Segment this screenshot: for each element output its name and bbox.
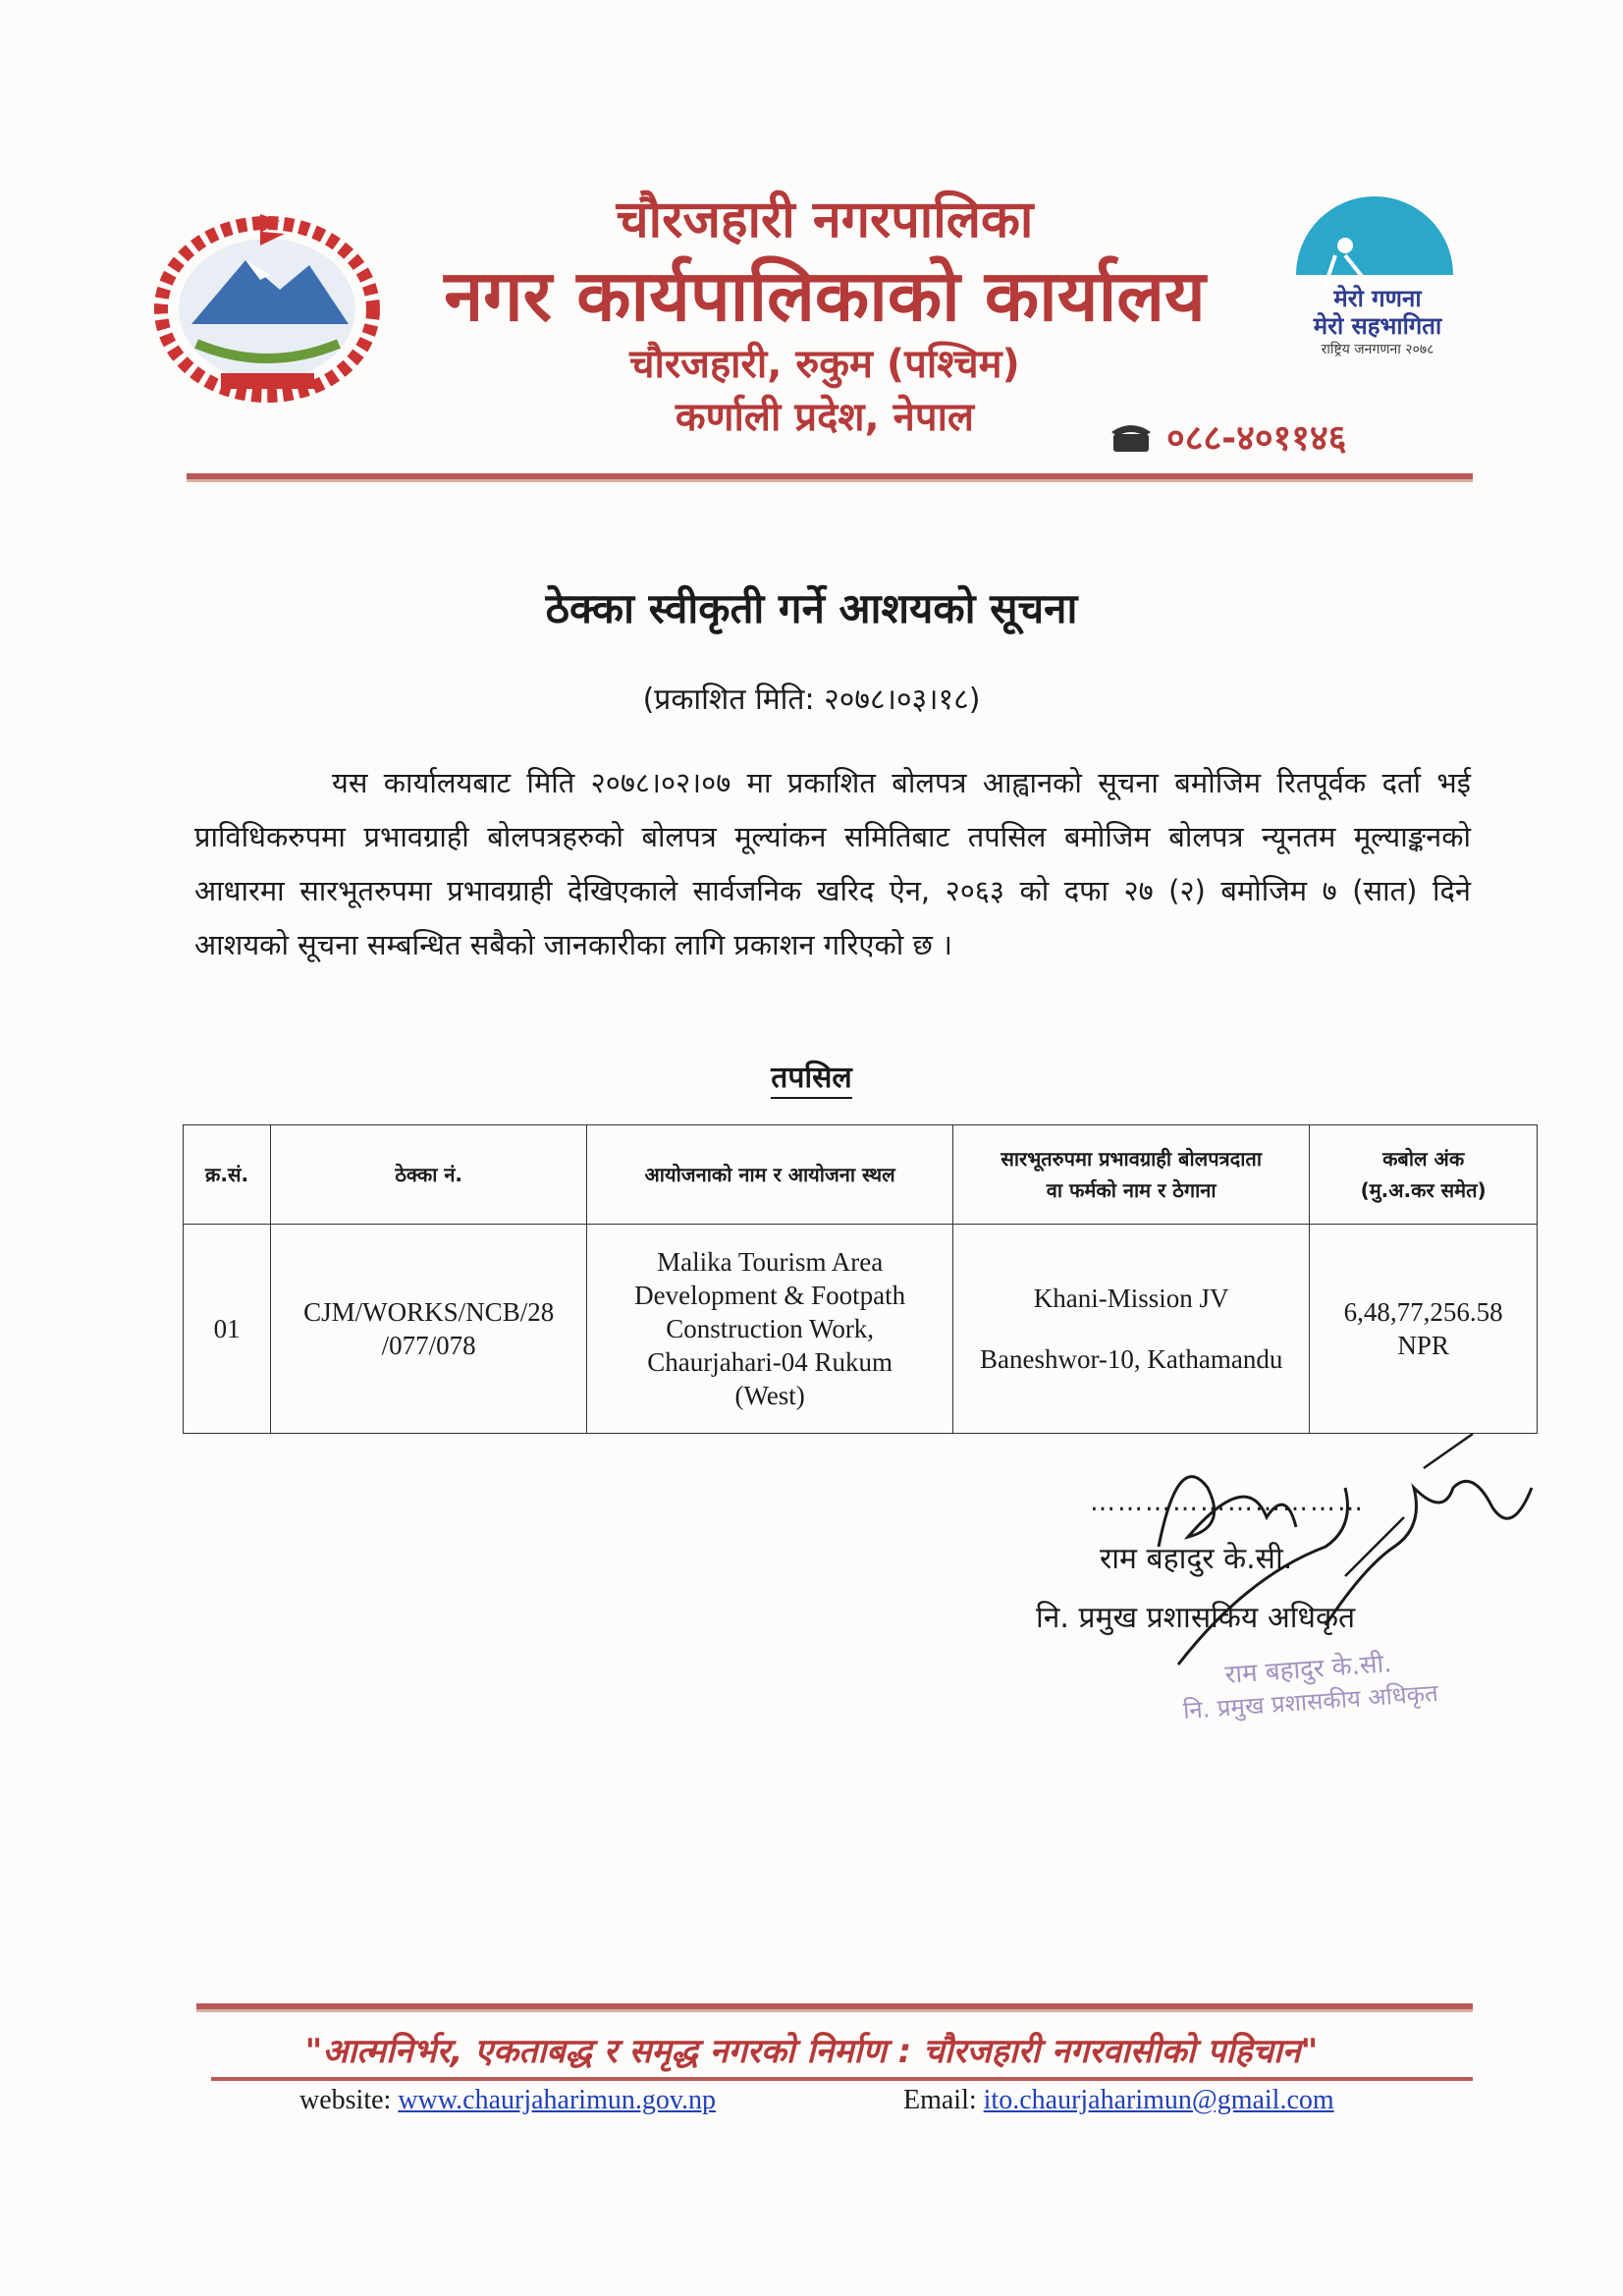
project-line2: Development & Footpath: [634, 1281, 906, 1310]
census-logo-text: [1284, 285, 1471, 358]
nepal-emblem-icon: [152, 206, 383, 403]
project-line1: Malika Tourism Area: [657, 1247, 884, 1277]
office-name: नगर कार्यपालिकाको कार्यालय: [444, 254, 1206, 337]
bidder-gap: [961, 1315, 1301, 1342]
notice-body: यस कार्यालयबाट मिति २०७८।०२।०७ मा प्रकाशित बोलपत्र आह्वानको सूचना बमोजिम रितपूर्वक दर्ता भई प्राविधिकरुपमा प्रभावग्राही बोलपत्रहरुको बोलपत्र मूल्यांकन समितिबाट तपसिल बमोजिम बोलपत्र न्यूनतम मूल्याङ्कनको आधारमा सारभूतरुपमा प्रभावग्राही देखिएकाले सार्वजनिक खरिद ऐन, २०६३ को दफा २७ (२) बमोजिम ७ (सात) दिने आशयको सूचना सम्बन्धित सबैको जानकारीका लागि प्रकाशन गरिएको छ ।: [194, 766, 1471, 961]
signature-dots: …………………………: [1090, 1488, 1365, 1517]
email-label: Email:: [903, 2085, 977, 2115]
header-bidder-line2: वा फर्मको नाम र ठेगाना: [1046, 1178, 1217, 1202]
signatory-name: राम बहादुर के.सी.: [1100, 1542, 1293, 1576]
header-divider: [187, 473, 1473, 482]
published-date: (प्रकाशित मिति: २०७८।०३।१८): [642, 683, 981, 717]
footer-slogan: "आत्मनिर्भर, एकताबद्ध र समृद्ध नगरको निर्माण : चौरजहारी नगरवासीको पहिचान": [304, 2032, 1319, 2071]
project-line3: Construction Work,: [666, 1314, 875, 1343]
footer-divider: [196, 2003, 1473, 2012]
email-link[interactable]: ito.chaurjaharimun@gmail.com: [983, 2085, 1334, 2115]
census-subtitle: राष्ट्रिय जनगणना २०७८: [1321, 342, 1434, 357]
contract-no-line2: /077/078: [381, 1331, 476, 1360]
header-amount: [1310, 1125, 1538, 1225]
table-header-row: [184, 1125, 1538, 1225]
official-stamp: [1146, 1639, 1477, 1770]
bidder-name: Khani-Mission JV: [1033, 1284, 1229, 1313]
award-table: [183, 1124, 1538, 1434]
stamp-designation: नि. प्रमुख प्रशासकीय अधिकृत: [1182, 1678, 1439, 1725]
telephone-icon: [1109, 420, 1153, 454]
cell-bidder: [953, 1225, 1310, 1434]
header-contract-no: ठेक्का नं.: [271, 1125, 587, 1225]
bid-currency: NPR: [1397, 1331, 1449, 1360]
office-location: चौरजहारी, रुकुम (पश्चिम): [629, 342, 1020, 387]
cell-serial: 01: [184, 1225, 271, 1434]
footer-email: [903, 2085, 1334, 2116]
letterhead: [393, 187, 1257, 444]
phone-block: [1109, 412, 1346, 461]
phone-number: ०८८-४०११४६: [1166, 418, 1347, 459]
annex-heading-wrap: [0, 1056, 1623, 1096]
contract-no-line1: CJM/WORKS/NCB/28: [303, 1297, 555, 1327]
header-amount-line1: कबोल अंक: [1382, 1147, 1465, 1171]
bidder-address: Baneshwor-10, Kathamandu: [979, 1344, 1283, 1374]
footer-divider-2: [211, 2077, 1473, 2081]
website-link[interactable]: www.chaurjaharimun.gov.np: [398, 2085, 717, 2115]
census-tagline-1: मेरो गणना: [1333, 285, 1422, 312]
cell-contract-no: [271, 1225, 587, 1434]
cell-amount: [1310, 1225, 1538, 1434]
handwritten-signature: [1100, 1429, 1561, 1684]
header-bidder-line1: सारभूतरुपमा प्रभावग्राही बोलपत्रदाता: [1001, 1147, 1262, 1171]
notice-title: ठेक्का स्वीकृती गर्ने आशयको सूचना: [545, 584, 1078, 632]
annex-heading: तपसिल: [771, 1061, 852, 1099]
table-row: [184, 1225, 1538, 1434]
bid-amount: 6,48,77,256.58: [1343, 1297, 1503, 1327]
header-bidder: [953, 1125, 1310, 1225]
website-label: website:: [299, 2085, 392, 2115]
project-line4: Chaurjahari-04 Rukum: [647, 1347, 893, 1377]
footer-website: [299, 2085, 716, 2116]
stamp-name: राम बहादुर के.सी.: [1223, 1649, 1393, 1690]
province-country: कर्णाली प्रदेश, नेपाल: [675, 395, 975, 440]
census-tagline-2: मेरो सहभागिता: [1313, 312, 1442, 340]
signatory-designation: नि. प्रमुख प्रशासकिय अधिकृत: [1036, 1601, 1356, 1635]
municipality-name: चौरजहारी नगरपालिका: [616, 191, 1034, 249]
cell-project: [587, 1225, 953, 1434]
project-line5: (West): [734, 1381, 805, 1410]
header-project: आयोजनाको नाम र आयोजना स्थल: [587, 1125, 953, 1225]
header-amount-line2: (मु.अ.कर समेत): [1360, 1178, 1487, 1202]
header-serial: क्र.सं.: [184, 1125, 271, 1225]
